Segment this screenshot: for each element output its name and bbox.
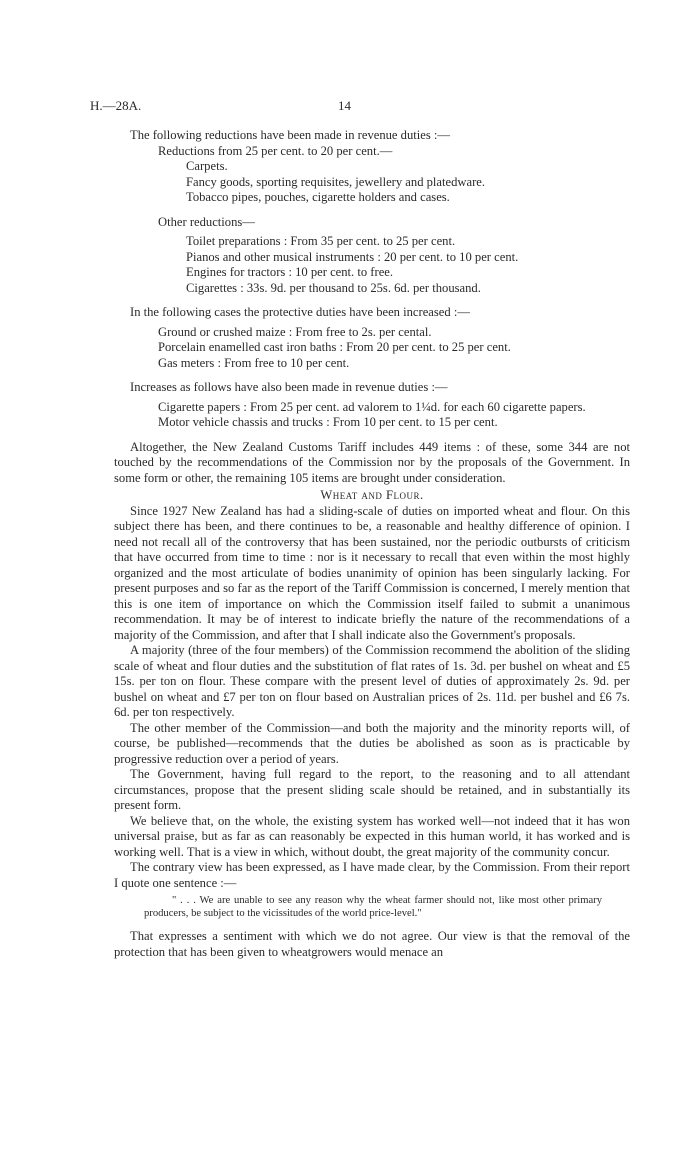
list-item: Engines for tractors : 10 per cent. to free. <box>186 265 394 279</box>
body-paragraph: The contrary view has been expressed, as I have made clear, by the Commission. From their report I quote one sentence :— <box>114 860 630 890</box>
list-item: Ground or crushed maize : From free to 2s. per cental. <box>158 324 432 339</box>
body-paragraph: We believe that, on the whole, the existing system has worked well—not indeed that it has won universal praise, but as far as can reasonably be expected in this human world, it has worked and is working well. That is a view in which, without doubt, the great majority of the community concur. <box>114 813 630 859</box>
document-body <box>114 128 630 960</box>
closing-paragraph: That expresses a sentiment with which we do not agree. Our view is that the removal of the protection that has been given to wheatgrowers would menace an <box>114 929 630 959</box>
tariff-summary-paragraph: Altogether, the New Zealand Customs Tariff includes 449 items : of these, some 344 are not touched by the recommendations of the Commission nor by the proposals of the Government. In some form or other, the remaining 105 items are brought under consideration. <box>114 439 630 485</box>
page-header <box>90 98 630 116</box>
body-paragraph: The Government, having full regard to the report, to the reasoning and to all attendant circumstances, propose that the present sliding scale should be retained, and in substantially its present form. <box>114 767 630 812</box>
list-item: Tobacco pipes, pouches, cigarette holders and cases. <box>186 190 450 204</box>
body-paragraph: Since 1927 New Zealand has had a sliding-scale of duties on imported wheat and flour. On this subject there has been, and there continues to be, a reasonable and healthy difference of opinion. I need not recall all of the controversy that has been sustained, nor the periodic outbursts of criticism that have occurred from time to time : nor is it necessary to recall that even within the most highly organized and the most articulate of bodies unanimity of opinion has been singularly lacking. For present purposes and so far as the report of the Tariff Commission is concerned, I merely mention that this is one item of importance on which the Commission itself failed to submit a unanimous recommendation. It may be of interest to indicate briefly the nature of the recommendations of a majority of the Commission, and after that I shall indicate also the Government's proposals. <box>114 503 630 642</box>
list-item: Fancy goods, sporting requisites, jewellery and platedware. <box>186 174 486 189</box>
revenue-increases-intro: Increases as follows have also been made in revenue duties :— <box>130 380 448 394</box>
list-item: Porcelain enamelled cast iron baths : From 20 per cent. to 25 per cent. <box>158 340 511 354</box>
list-item: Motor vehicle chassis and trucks : From 10 per cent. to 15 per cent. <box>158 415 498 429</box>
list-item: Toilet preparations : From 35 per cent. to 25 per cent. <box>186 234 456 248</box>
list-item: Cigarette papers : From 25 per cent. ad valorem to 1¼d. for each 60 cigarette papers. <box>158 399 586 414</box>
list-item: Cigarettes : 33s. 9d. per thousand to 25s. 6d. per thousand. <box>186 280 481 295</box>
body-paragraph: A majority (three of the four members) of the Commission recommend the abolition of the sliding scale of wheat and flour duties and the substitution of flat rates of 1s. 3d. per bushel on wheat and £5 15s. per ton on flour. These compare with the present level of duties of approximately 2s. 9d. per bushel on wheat and £7 per ton on flour based on Australian prices of 2s. 11d. per bushel and £6 7s. 6d. per ton respectively. <box>114 643 630 719</box>
revenue-reductions-intro: The following reductions have been made in revenue duties :— <box>130 128 450 142</box>
page-number: 14 <box>338 98 351 113</box>
list-item: Gas meters : From free to 10 per cent. <box>158 355 350 370</box>
body-paragraph: The other member of the Commission—and both the majority and the minority reports will, of course, be published—recommends that the duties be abolished as soon as is practicable by progressive reduction over a period of years. <box>114 720 630 766</box>
reductions-group-title: Reductions from 25 per cent. to 20 per cent.— <box>158 143 393 158</box>
block-quote: " . . . We are unable to see any reason why the wheat farmer should not, like most other primary producers, be subject to the vicissitudes of the world price-level." <box>144 895 602 919</box>
other-reductions-title: Other reductions— <box>158 214 255 229</box>
protective-increases-intro: In the following cases the protective duties have been increased :— <box>130 305 470 319</box>
section-heading: Wheat and Flour. <box>320 488 424 502</box>
list-item: Pianos and other musical instruments : 20 per cent. to 10 per cent. <box>186 249 519 264</box>
list-item: Carpets. <box>186 159 228 173</box>
document-reference: H.—28A. <box>90 98 142 113</box>
